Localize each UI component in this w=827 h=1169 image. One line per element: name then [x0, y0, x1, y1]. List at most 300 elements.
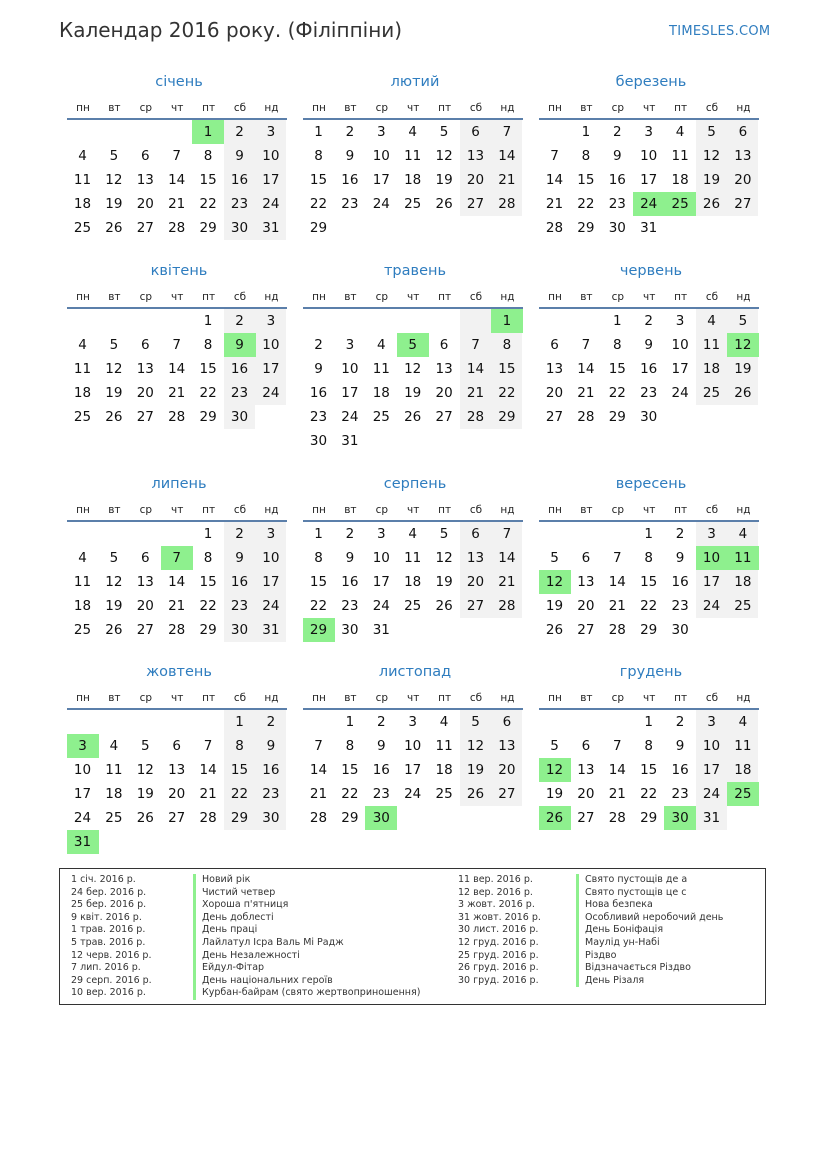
day-cell: 28: [545, 220, 564, 236]
day-cell: 7: [581, 337, 591, 353]
day-cell: 9: [235, 148, 244, 164]
weekday-label: чт: [171, 692, 184, 704]
day-cell: 22: [577, 196, 595, 212]
weekday-label: пн: [548, 291, 562, 303]
weekday-label: пт: [202, 504, 216, 516]
day-cell: 20: [545, 385, 564, 401]
weekday-label: сб: [233, 692, 247, 704]
day-cell: 11: [73, 172, 92, 188]
weekday-label: чт: [643, 504, 656, 516]
day-cell: 21: [168, 385, 186, 401]
day-cell: 15: [199, 574, 217, 590]
weekday-label: пн: [76, 504, 90, 516]
day-cell: 5: [439, 124, 449, 140]
weekday-label: сб: [233, 102, 247, 114]
day-cell: 7: [613, 550, 622, 566]
day-cell: 4: [78, 550, 87, 566]
day-cell: 17: [262, 172, 280, 188]
legend-date: 5 трав. 2016 р.: [71, 936, 146, 948]
holiday-day: 12: [539, 570, 571, 594]
day-cell: 26: [435, 196, 453, 212]
weekday-label: чт: [643, 102, 656, 114]
weekday-label: пн: [312, 692, 326, 704]
day-cell: 30: [341, 622, 359, 638]
day-cell: 28: [577, 409, 595, 425]
day-cell: 20: [136, 196, 154, 212]
legend-holiday-name: Хороша п'ятниця: [193, 899, 420, 912]
day-cell: 29: [608, 409, 626, 425]
day-cell: 16: [341, 172, 359, 188]
day-cell: 23: [262, 786, 280, 802]
legend-holiday-name: Різдво: [576, 950, 723, 963]
day-cell: 29: [640, 810, 658, 826]
day-cell: 1: [235, 714, 244, 730]
weekday-label: сб: [705, 102, 719, 114]
holiday-day: 29: [303, 618, 335, 642]
day-cell: 18: [404, 172, 422, 188]
day-cell: 17: [702, 574, 721, 590]
day-cell: 11: [73, 361, 92, 377]
holiday-day: 7: [161, 546, 193, 570]
weekday-label: нд: [736, 291, 751, 303]
holiday-legend: [59, 868, 766, 1005]
day-cell: 3: [377, 124, 386, 140]
weekday-label: пт: [674, 102, 688, 114]
day-cell: 13: [466, 148, 485, 164]
day-cell: 19: [734, 361, 752, 377]
day-cell: 27: [466, 196, 485, 212]
day-cell: 19: [136, 786, 154, 802]
day-cell: 19: [404, 385, 422, 401]
day-cell: 31: [262, 622, 280, 638]
weekday-label: вт: [108, 504, 121, 516]
day-cell: 15: [199, 361, 217, 377]
legend-date: 25 бер. 2016 р.: [71, 899, 147, 911]
day-cell: 13: [734, 148, 752, 164]
day-cell: 8: [203, 337, 213, 353]
day-cell: 6: [581, 738, 591, 754]
weekday-label: чт: [643, 692, 656, 704]
day-cell: 18: [404, 574, 422, 590]
day-cell: 19: [105, 598, 123, 614]
day-cell: 29: [199, 622, 217, 638]
day-cell: 13: [136, 172, 154, 188]
day-cell: 14: [168, 172, 186, 188]
weekday-label: пт: [202, 291, 216, 303]
day-cell: 13: [435, 361, 453, 377]
legend-date: 24 бер. 2016 р.: [71, 886, 147, 898]
day-cell: 16: [640, 361, 658, 377]
day-cell: 15: [577, 172, 595, 188]
day-cell: 11: [73, 574, 92, 590]
legend-holiday-name: Маулід ун-Набі: [576, 937, 723, 950]
weekday-label: сб: [705, 504, 719, 516]
weekday-label: пн: [548, 102, 562, 114]
day-cell: 17: [341, 385, 359, 401]
day-cell: 20: [498, 762, 516, 778]
month-name: вересень: [615, 476, 687, 492]
day-cell: 10: [671, 337, 689, 353]
day-cell: 6: [471, 124, 480, 140]
weekday-label: нд: [500, 291, 515, 303]
day-cell: 13: [168, 762, 186, 778]
day-cell: 4: [675, 124, 685, 140]
day-cell: 30: [230, 409, 249, 425]
legend-left-dates: [71, 874, 152, 1000]
weekday-label: чт: [171, 504, 184, 516]
day-cell: 25: [702, 385, 721, 401]
month-name: квітень: [150, 263, 208, 279]
weekday-label: сб: [705, 291, 719, 303]
legend-date: 12 черв. 2016 р.: [71, 949, 152, 961]
day-cell: 24: [372, 598, 390, 614]
day-cell: 3: [345, 337, 355, 353]
day-cell: 27: [498, 786, 516, 802]
day-cell: 17: [372, 574, 390, 590]
weekday-label: вт: [580, 504, 593, 516]
day-cell: 20: [466, 172, 485, 188]
day-cell: 29: [309, 220, 328, 236]
day-cell: 16: [372, 762, 390, 778]
day-cell: 2: [675, 714, 685, 730]
legend-holiday-name: Відзначається Різдво: [576, 962, 723, 975]
day-cell: 11: [404, 550, 422, 566]
day-cell: 5: [738, 313, 748, 329]
day-cell: 16: [671, 574, 689, 590]
day-cell: 2: [235, 526, 244, 542]
day-cell: 2: [675, 526, 685, 542]
day-cell: 6: [502, 714, 512, 730]
day-cell: 21: [608, 786, 626, 802]
legend-date: 30 лист. 2016 р.: [458, 924, 539, 936]
day-cell: 29: [498, 409, 516, 425]
day-cell: 25: [404, 196, 422, 212]
day-cell: 6: [141, 337, 150, 353]
day-cell: 10: [640, 148, 658, 164]
day-cell: 18: [73, 598, 92, 614]
day-cell: 2: [644, 313, 653, 329]
day-cell: 16: [671, 762, 689, 778]
day-cell: 12: [404, 361, 422, 377]
legend-right-dates: [458, 874, 541, 987]
day-cell: 26: [734, 385, 752, 401]
day-cell: 11: [702, 337, 721, 353]
day-cell: 1: [613, 313, 622, 329]
day-cell: 19: [105, 385, 123, 401]
weekday-label: нд: [264, 692, 279, 704]
legend-date: 1 січ. 2016 р.: [71, 874, 136, 885]
day-cell: 24: [404, 786, 422, 802]
day-cell: 24: [671, 385, 689, 401]
day-cell: 20: [577, 598, 595, 614]
weekday-label: пт: [438, 102, 452, 114]
weekday-label: чт: [407, 504, 420, 516]
legend-date: 11 вер. 2016 р.: [458, 874, 533, 885]
day-cell: 22: [309, 598, 328, 614]
weekday-label: нд: [500, 504, 515, 516]
day-cell: 9: [235, 550, 244, 566]
weekday-label: нд: [500, 102, 515, 114]
day-cell: 5: [471, 714, 480, 730]
day-cell: 30: [640, 409, 658, 425]
day-cell: 14: [498, 550, 516, 566]
day-cell: 27: [168, 810, 186, 826]
weekday-label: ср: [611, 102, 625, 114]
weekday-label: сб: [233, 291, 247, 303]
weekday-label: ср: [611, 692, 625, 704]
weekday-label: нд: [736, 102, 751, 114]
legend-date: 12 вер. 2016 р.: [458, 886, 533, 898]
day-cell: 22: [498, 385, 516, 401]
page-title: Календар 2016 року. (Філіппіни): [59, 18, 403, 42]
day-cell: 11: [435, 738, 453, 754]
day-cell: 14: [545, 172, 564, 188]
day-cell: 10: [372, 550, 390, 566]
day-cell: 4: [408, 124, 417, 140]
weekday-label: ср: [611, 291, 625, 303]
day-cell: 25: [372, 409, 390, 425]
day-cell: 6: [439, 337, 449, 353]
day-cell: 10: [73, 762, 92, 778]
day-cell: 19: [105, 196, 123, 212]
day-cell: 19: [435, 172, 453, 188]
day-cell: 5: [109, 337, 119, 353]
day-cell: 6: [550, 337, 559, 353]
day-cell: 15: [608, 361, 626, 377]
weekday-label: нд: [736, 692, 751, 704]
day-cell: 29: [199, 220, 217, 236]
month-name: січень: [155, 74, 203, 90]
day-cell: 15: [309, 172, 328, 188]
day-cell: 15: [640, 574, 658, 590]
day-cell: 19: [545, 786, 564, 802]
day-cell: 5: [109, 148, 119, 164]
day-cell: 26: [466, 786, 485, 802]
holiday-day: 5: [397, 333, 429, 357]
weekday-label: вт: [344, 692, 357, 704]
weekday-label: вт: [108, 102, 121, 114]
day-cell: 18: [702, 361, 721, 377]
day-cell: 30: [309, 433, 328, 449]
day-cell: 29: [199, 409, 217, 425]
day-cell: 22: [199, 598, 217, 614]
day-cell: 7: [172, 337, 181, 353]
day-cell: 13: [498, 738, 516, 754]
day-cell: 7: [172, 148, 181, 164]
legend-holiday-name: День національних героїв: [193, 975, 420, 988]
holiday-day: 9: [224, 333, 256, 357]
day-cell: 17: [702, 762, 721, 778]
day-cell: 20: [136, 385, 154, 401]
day-cell: 10: [702, 738, 721, 754]
day-cell: 28: [168, 622, 186, 638]
day-cell: 21: [466, 385, 485, 401]
day-cell: 8: [613, 337, 622, 353]
day-cell: 13: [136, 574, 154, 590]
day-cell: 23: [341, 196, 359, 212]
day-cell: 16: [341, 574, 359, 590]
day-cell: 30: [230, 622, 249, 638]
weekday-label: нд: [264, 291, 279, 303]
day-cell: 20: [168, 786, 186, 802]
day-cell: 4: [78, 148, 87, 164]
day-cell: 28: [466, 409, 485, 425]
day-cell: 21: [168, 598, 186, 614]
weekday-label: пт: [674, 291, 688, 303]
weekday-label: вт: [344, 102, 357, 114]
day-cell: 22: [640, 786, 658, 802]
day-cell: 27: [466, 598, 485, 614]
day-cell: 4: [707, 313, 716, 329]
day-cell: 30: [671, 622, 689, 638]
legend-holiday-name: Нова безпека: [576, 899, 723, 912]
holiday-day: 25: [664, 192, 696, 216]
day-cell: 14: [466, 361, 485, 377]
holiday-day: 11: [727, 546, 759, 570]
weekday-label: пт: [202, 692, 216, 704]
day-cell: 25: [435, 786, 453, 802]
weekday-label: пт: [674, 692, 688, 704]
day-cell: 12: [466, 738, 485, 754]
day-cell: 5: [141, 738, 150, 754]
legend-holiday-name: Свято пустощів де а: [576, 874, 723, 887]
day-cell: 10: [262, 550, 280, 566]
day-cell: 7: [550, 148, 559, 164]
weekday-label: сб: [233, 504, 247, 516]
day-cell: 18: [105, 786, 123, 802]
holiday-day: 30: [365, 806, 397, 830]
day-cell: 18: [671, 172, 689, 188]
day-cell: 1: [314, 124, 323, 140]
weekday-label: пн: [76, 291, 90, 303]
day-cell: 3: [644, 124, 653, 140]
day-cell: 3: [266, 526, 276, 542]
day-cell: 2: [345, 124, 355, 140]
day-cell: 15: [309, 574, 328, 590]
weekday-label: вт: [580, 692, 593, 704]
weekday-label: нд: [264, 102, 279, 114]
day-cell: 6: [471, 526, 480, 542]
day-cell: 27: [136, 622, 154, 638]
day-cell: 10: [262, 337, 280, 353]
day-cell: 26: [136, 810, 154, 826]
weekday-label: чт: [407, 102, 420, 114]
day-cell: 22: [230, 786, 249, 802]
legend-holiday-name: День праці: [193, 924, 420, 937]
brand-link[interactable]: TIMESLES.COM: [669, 24, 771, 39]
day-cell: 9: [345, 550, 355, 566]
day-cell: 7: [471, 337, 480, 353]
day-cell: 13: [136, 361, 154, 377]
day-cell: 21: [498, 172, 516, 188]
day-cell: 22: [199, 196, 217, 212]
weekday-label: пт: [202, 102, 216, 114]
day-cell: 27: [577, 810, 595, 826]
day-cell: 4: [408, 526, 417, 542]
day-cell: 2: [345, 526, 355, 542]
day-cell: 14: [199, 762, 217, 778]
day-cell: 24: [262, 196, 280, 212]
weekday-label: ср: [611, 504, 625, 516]
weekday-label: пн: [312, 102, 326, 114]
day-cell: 21: [608, 598, 626, 614]
weekday-label: нд: [264, 504, 279, 516]
day-cell: 13: [466, 550, 485, 566]
day-cell: 11: [671, 148, 689, 164]
legend-date: 12 груд. 2016 р.: [458, 936, 539, 948]
weekday-label: сб: [469, 692, 483, 704]
day-cell: 7: [203, 738, 213, 754]
day-cell: 1: [345, 714, 355, 730]
weekday-label: вт: [108, 692, 121, 704]
day-cell: 28: [498, 196, 516, 212]
legend-holiday-name: Ейдул-Фітар: [193, 962, 420, 975]
weekday-label: вт: [344, 291, 357, 303]
month-name: червень: [619, 263, 683, 279]
weekday-label: пн: [548, 504, 562, 516]
day-cell: 14: [608, 574, 626, 590]
day-cell: 26: [105, 622, 123, 638]
day-cell: 6: [172, 738, 181, 754]
day-cell: 20: [577, 786, 595, 802]
day-cell: 6: [141, 550, 150, 566]
day-cell: 30: [230, 220, 249, 236]
day-cell: 10: [404, 738, 422, 754]
day-cell: 24: [262, 598, 280, 614]
legend-right-names: [576, 874, 723, 987]
day-cell: 7: [502, 124, 512, 140]
day-cell: 16: [309, 385, 328, 401]
day-cell: 11: [404, 148, 422, 164]
day-cell: 16: [230, 574, 249, 590]
weekday-label: вт: [344, 504, 357, 516]
holiday-day: 25: [727, 782, 759, 806]
day-cell: 11: [372, 361, 390, 377]
day-cell: 25: [73, 622, 92, 638]
day-cell: 26: [404, 409, 422, 425]
day-cell: 20: [136, 598, 154, 614]
weekday-label: чт: [407, 291, 420, 303]
legend-holiday-name: Лайлатул Ісра Валь Мі Радж: [193, 937, 420, 950]
weekday-label: пн: [312, 291, 326, 303]
legend-date: 31 жовт. 2016 р.: [458, 911, 541, 923]
day-cell: 20: [435, 385, 453, 401]
day-cell: 8: [314, 148, 323, 164]
day-cell: 2: [377, 714, 386, 730]
day-cell: 3: [675, 313, 685, 329]
day-cell: 16: [230, 361, 249, 377]
legend-left-names: [193, 874, 420, 1000]
day-cell: 24: [702, 598, 721, 614]
day-cell: 12: [105, 172, 123, 188]
day-cell: 23: [372, 786, 390, 802]
day-cell: 23: [671, 786, 689, 802]
day-cell: 19: [545, 598, 564, 614]
day-cell: 13: [577, 574, 595, 590]
day-cell: 25: [73, 220, 92, 236]
holiday-day: 1: [192, 120, 224, 144]
day-cell: 16: [262, 762, 280, 778]
weekday-label: нд: [736, 504, 751, 516]
day-cell: 13: [577, 762, 595, 778]
day-cell: 22: [309, 196, 328, 212]
day-cell: 18: [372, 385, 390, 401]
day-cell: 15: [640, 762, 658, 778]
day-cell: 21: [309, 786, 328, 802]
day-cell: 28: [168, 220, 186, 236]
day-cell: 18: [734, 762, 752, 778]
day-cell: 14: [168, 574, 186, 590]
